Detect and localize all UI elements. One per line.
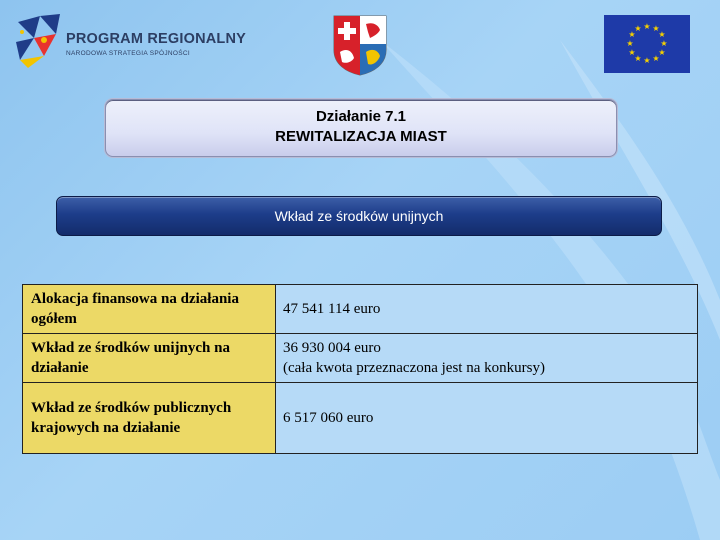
row-label: Wkład ze środków publicznych krajowych na działanie — [23, 383, 276, 454]
row-value-amount: 47 541 114 euro — [283, 301, 381, 317]
row-value-amount: 36 930 004 euro — [283, 340, 381, 356]
svg-text:★: ★ — [658, 48, 666, 57]
program-subtitle: NARODOWA STRATEGIA SPÓJNOŚCI — [66, 50, 190, 57]
svg-text:★: ★ — [660, 39, 668, 48]
svg-text:★: ★ — [628, 48, 636, 57]
action-name: REWITALIZACJA MIAST — [275, 128, 447, 145]
row-value — [276, 285, 698, 334]
row-value-note: (cała kwota przeznaczona jest na konkursy) — [283, 360, 545, 376]
subtitle-bar: Wkład ze środków unijnych — [56, 196, 662, 236]
svg-text:★: ★ — [652, 54, 660, 63]
svg-text:★: ★ — [634, 54, 642, 63]
coat-of-arms-icon — [332, 14, 388, 76]
table-row — [23, 334, 698, 383]
program-title: PROGRAM REGIONALNY — [66, 31, 247, 47]
eu-flag-icon — [604, 15, 690, 73]
program-regionalny-logo — [10, 12, 247, 68]
table-row — [23, 383, 698, 454]
row-label: Alokacja finansowa na działania ogółem — [23, 285, 276, 334]
row-value-amount: 6 517 060 euro — [283, 410, 374, 426]
action-number: Działanie 7.1 — [315, 108, 407, 125]
svg-text:★: ★ — [643, 22, 651, 31]
svg-text:★: ★ — [643, 56, 651, 65]
table-row — [23, 285, 698, 334]
financing-table — [22, 284, 698, 454]
row-value — [276, 383, 698, 454]
title-box — [105, 99, 617, 157]
row-label: Wkład ze środków unijnych na działanie — [23, 334, 276, 383]
row-value — [276, 334, 698, 383]
svg-text:★: ★ — [658, 30, 666, 39]
svg-text:★: ★ — [628, 30, 636, 39]
svg-text:★: ★ — [652, 24, 660, 33]
svg-text:★: ★ — [634, 24, 642, 33]
svg-text:★: ★ — [626, 39, 634, 48]
program-regionalny-icon — [10, 12, 64, 68]
